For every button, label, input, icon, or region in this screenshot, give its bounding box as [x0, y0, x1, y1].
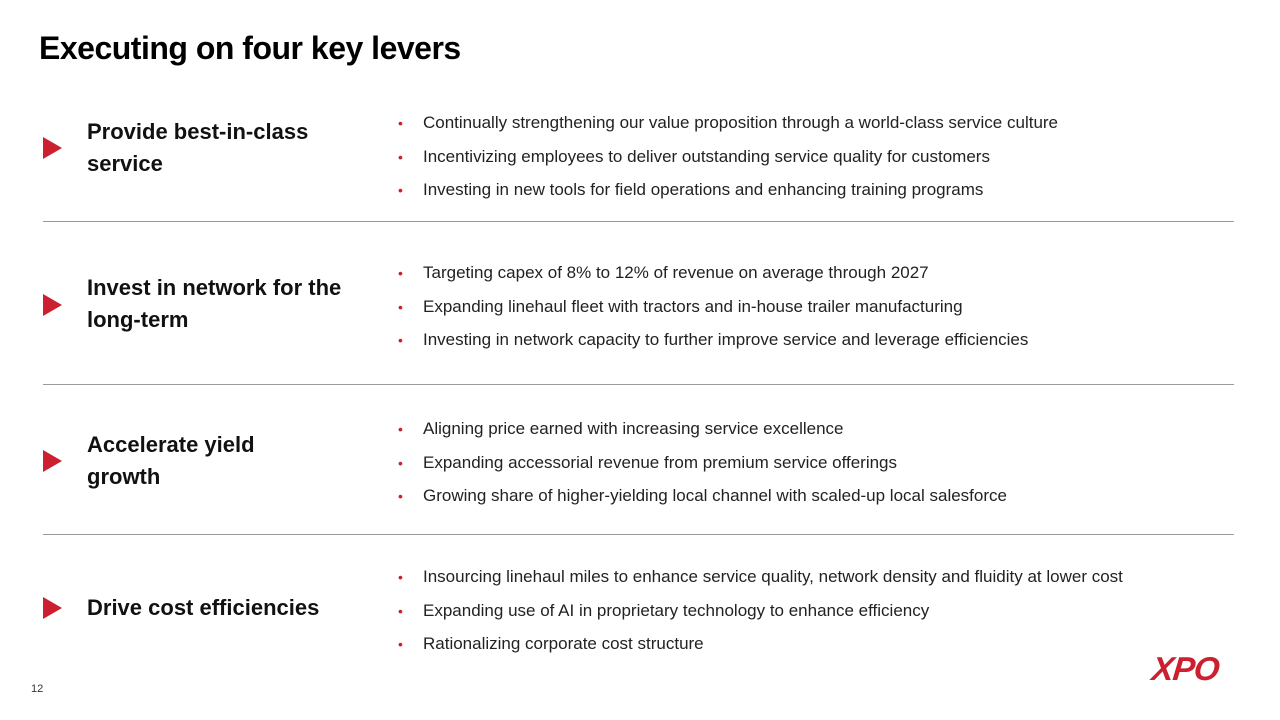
bullet-text: Expanding linehaul fleet with tractors and in-house trailer manufacturing [423, 296, 963, 316]
lever-bullet [398, 113, 1238, 133]
triangle-arrow-icon [43, 450, 62, 472]
bullet-text: Aligning price earned with increasing service excellence [423, 419, 844, 438]
lever-bullet [398, 634, 1238, 654]
bullet-dot-icon: • [398, 636, 403, 652]
bullet-text: Targeting capex of 8% to 12% of revenue on average through 2027 [423, 263, 929, 282]
bullet-text: Investing in network capacity to further improve service and leverage efficiencies [423, 330, 1029, 349]
bullet-dot-icon: • [398, 115, 403, 131]
section-divider [43, 384, 1234, 385]
bullet-dot-icon: • [398, 148, 403, 165]
bullet-text: Rationalizing corporate cost structure [423, 634, 704, 653]
triangle-arrow-icon [43, 137, 62, 159]
bullet-dot-icon: • [398, 569, 403, 585]
bullet-text: Investing in new tools for field operations and enhancing training programs [423, 180, 984, 199]
lever-title: Provide best-in-class service [87, 119, 309, 176]
lever-title: Invest in network for the long-term [87, 275, 342, 332]
bullet-text: Incentivizing employees to deliver outstanding service quality for customers [423, 146, 990, 166]
bullet-dot-icon: • [398, 182, 403, 198]
bullet-text: Continually strengthening our value proposition through a world-class service culture [423, 113, 1059, 132]
lever-bullet [398, 486, 1238, 506]
lever-bullet [398, 330, 1238, 350]
lever-bullet-list [398, 419, 1238, 520]
bullet-text: Growing share of higher-yielding local channel with scaled-up local salesforce [423, 486, 1007, 505]
bullet-dot-icon: • [398, 454, 403, 471]
bullet-text: Expanding use of AI in proprietary technology to enhance efficiency [423, 600, 930, 620]
bullet-dot-icon: • [398, 421, 403, 437]
lever-bullet [398, 419, 1238, 439]
page-number: 12 [31, 683, 44, 695]
lever-bullet [398, 453, 1238, 473]
lever-title: Accelerate yield growth [87, 432, 255, 489]
section-divider [43, 534, 1234, 535]
bullet-text: Expanding accessorial revenue from premium service offerings [423, 452, 898, 472]
bullet-text: Insourcing linehaul miles to enhance service quality, network density and fluidity at lower cost [423, 567, 1123, 586]
lever-bullet [398, 297, 1238, 317]
lever-bullet [398, 567, 1238, 587]
bullet-dot-icon: • [398, 298, 403, 315]
lever-bullet [398, 180, 1238, 200]
lever-bullet [398, 263, 1238, 283]
bullet-dot-icon: • [398, 332, 403, 348]
bullet-dot-icon: • [398, 265, 403, 281]
bullet-dot-icon: • [398, 602, 403, 619]
triangle-arrow-icon [43, 597, 62, 619]
xpo-logo: XPO [1150, 650, 1221, 687]
triangle-arrow-icon [43, 294, 62, 316]
lever-bullet-list [398, 113, 1238, 214]
slide-title: Executing on four key levers [39, 30, 461, 66]
section-divider [43, 221, 1234, 222]
lever-bullet-list [398, 567, 1238, 668]
lever-bullet-list [398, 263, 1238, 364]
lever-bullet [398, 147, 1238, 167]
bullet-dot-icon: • [398, 488, 403, 504]
lever-bullet [398, 601, 1238, 621]
lever-title: Drive cost efficiencies [87, 595, 320, 620]
